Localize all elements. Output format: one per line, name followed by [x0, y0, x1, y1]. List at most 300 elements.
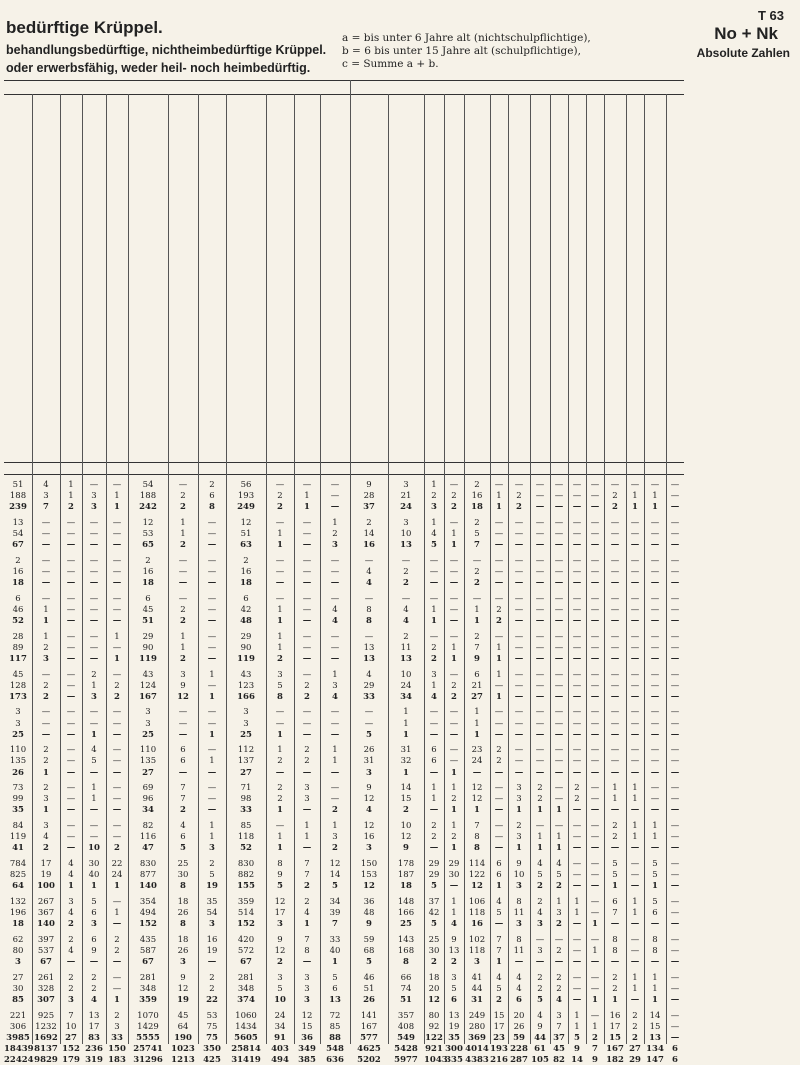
- table-cell: 1: [451, 896, 457, 907]
- table-cell: 11: [513, 908, 525, 918]
- table-cell: —: [670, 555, 680, 566]
- table-cell: —: [670, 1021, 680, 1032]
- table-cell: —: [590, 480, 600, 490]
- table-cell: 1: [516, 843, 522, 854]
- table-cell: 64: [12, 881, 24, 892]
- table-cell: —: [610, 767, 620, 778]
- title-line-3: oder erwerbsfähig, weder heil- noch heimbedürftig.: [6, 61, 311, 75]
- table-cell: —: [302, 517, 312, 528]
- table-cell: 112: [237, 745, 255, 756]
- table-cell: 18: [471, 502, 483, 513]
- table-cell: —: [275, 767, 285, 778]
- table-cell: 27: [471, 691, 483, 702]
- table-cell: 2: [91, 983, 97, 994]
- table-cell: 2: [632, 1021, 638, 1032]
- table-cell: 18: [428, 972, 440, 983]
- table-cell: 1: [556, 805, 562, 816]
- table-cell: 6: [612, 896, 618, 907]
- table-cell: —: [535, 934, 545, 945]
- table-cell: —: [590, 729, 600, 740]
- table-cell: —: [429, 805, 439, 816]
- table-cell: —: [572, 843, 582, 854]
- table-cell: 1: [451, 908, 457, 918]
- table-cell: 51: [240, 529, 252, 539]
- table-cell: —: [207, 604, 217, 615]
- table-cell: —: [66, 794, 76, 805]
- table-cell: —: [630, 745, 640, 756]
- table-cell: 69: [142, 783, 154, 794]
- table-cell: —: [630, 934, 640, 945]
- table-cell: 64: [177, 1021, 189, 1032]
- table-cell: 3: [43, 821, 49, 832]
- table-cell: 2: [556, 972, 562, 983]
- table-cell: 1: [574, 896, 580, 907]
- table-cell: 24: [111, 870, 123, 881]
- table-cell: —: [610, 540, 620, 551]
- table-cell: 13: [649, 1032, 661, 1043]
- table-row: [0, 556, 800, 566]
- table-cell: —: [630, 578, 640, 588]
- table-cell: 46: [12, 604, 24, 615]
- table-row: [0, 1011, 800, 1021]
- table-cell: —: [449, 631, 459, 642]
- table-cell: 7: [474, 642, 480, 653]
- table-cell: 7: [304, 870, 310, 881]
- table-cell: 1: [574, 1010, 580, 1021]
- table-cell: 348: [237, 983, 255, 994]
- table-cell: 4: [68, 945, 74, 956]
- table-cell: 2: [632, 1010, 638, 1021]
- table-cell: —: [535, 707, 545, 718]
- table-cell: —: [610, 529, 620, 539]
- table-cell: 374: [237, 994, 255, 1005]
- table-cell: 114: [468, 859, 486, 869]
- table-cell: 2: [516, 821, 522, 832]
- table-cell: 3: [68, 994, 74, 1005]
- table-cell: 9: [180, 972, 186, 983]
- table-cell: 116: [139, 832, 157, 843]
- table-cell: 925: [37, 1010, 55, 1021]
- table-cell: —: [429, 718, 439, 729]
- table-cell: 2: [43, 783, 49, 794]
- table-cell: 3: [474, 957, 480, 967]
- table-cell: —: [554, 934, 564, 945]
- table-cell: —: [630, 707, 640, 718]
- table-cell: —: [494, 821, 504, 832]
- table-cell: 1: [632, 896, 638, 907]
- table-cell: 13: [448, 1010, 460, 1021]
- table-cell: 18: [400, 881, 412, 892]
- table-cell: 83: [88, 1032, 100, 1043]
- table-cell: 6: [652, 908, 658, 918]
- table-cell: 91: [274, 1032, 286, 1043]
- table-cell: 1: [209, 691, 215, 702]
- table-row: [0, 491, 800, 501]
- table-row: [0, 794, 800, 804]
- table-cell: 6: [209, 491, 215, 502]
- table-cell: —: [590, 691, 600, 702]
- table-cell: 80: [428, 1010, 440, 1021]
- table-cell: 1: [91, 729, 97, 740]
- table-cell: —: [302, 653, 312, 664]
- table-cell: 110: [9, 745, 27, 756]
- table-cell: 3: [451, 972, 457, 983]
- table-cell: —: [572, 707, 582, 718]
- table-cell: 34: [274, 1021, 286, 1032]
- table-cell: 830: [237, 859, 255, 869]
- table-cell: 4: [304, 908, 310, 918]
- table-cell: 2: [537, 794, 543, 805]
- table-cell: —: [472, 767, 482, 778]
- table-row: [0, 1022, 800, 1032]
- table-cell: —: [66, 718, 76, 729]
- table-cell: 8: [612, 934, 618, 945]
- table-cell: —: [535, 502, 545, 513]
- table-cell: —: [590, 669, 600, 680]
- table-cell: 4: [332, 604, 338, 615]
- table-cell: —: [330, 578, 340, 588]
- table-cell: 2: [114, 680, 120, 691]
- table-cell: 59: [363, 934, 375, 945]
- table-cell: —: [207, 615, 217, 626]
- table-cell: 587: [139, 945, 157, 956]
- table-cell: 3: [332, 680, 338, 691]
- table-cell: 8: [652, 945, 658, 956]
- table-cell: 33: [111, 1032, 123, 1043]
- table-cell: —: [89, 604, 99, 615]
- table-cell: 369: [468, 1032, 486, 1043]
- table-cell: 3: [556, 1010, 562, 1021]
- table-cell: —: [66, 615, 76, 626]
- legend-a: a = bis unter 6 Jahre alt (nichtschulpflichtige),: [342, 32, 591, 44]
- table-cell: 196: [9, 908, 27, 918]
- table-cell: —: [670, 480, 680, 490]
- table-cell: —: [330, 767, 340, 778]
- table-cell: 1: [474, 707, 480, 718]
- table-cell: —: [41, 517, 51, 528]
- table-cell: —: [494, 593, 504, 604]
- table-cell: 3: [304, 994, 310, 1005]
- table-cell: —: [330, 502, 340, 513]
- table-cell: 1: [556, 896, 562, 907]
- table-cell: 4: [496, 896, 502, 907]
- table-cell: —: [590, 896, 600, 907]
- table-cell: 2: [612, 972, 618, 983]
- table-cell: 110: [139, 745, 157, 756]
- table-cell: 3: [180, 957, 186, 967]
- table-cell: 85: [12, 994, 24, 1005]
- table-cell: —: [590, 805, 600, 816]
- table-cell: 1: [632, 983, 638, 994]
- table-cell: 2: [431, 653, 437, 664]
- table-cell: —: [275, 566, 285, 577]
- table-cell: 2: [612, 502, 618, 513]
- table-cell: —: [66, 832, 76, 843]
- table-cell: 1: [612, 881, 618, 892]
- table-cell: —: [494, 919, 504, 930]
- table-cell: 13: [88, 1010, 100, 1021]
- table-cell: 2: [537, 983, 543, 994]
- table-cell: 2: [403, 805, 409, 816]
- table-cell: 1: [612, 783, 618, 794]
- table-cell: 1: [592, 919, 598, 930]
- table-cell: 1: [180, 642, 186, 653]
- table-cell: —: [670, 578, 680, 588]
- table-cell: 22: [206, 994, 218, 1005]
- table-cell: 22424: [4, 1055, 34, 1065]
- table-cell: 8: [403, 957, 409, 967]
- table-cell: 2: [304, 680, 310, 691]
- table-cell: 2: [431, 957, 437, 967]
- table-cell: 168: [397, 945, 415, 956]
- table-cell: 3985: [6, 1032, 30, 1043]
- table-cell: 2: [431, 491, 437, 502]
- table-cell: 2: [277, 502, 283, 513]
- table-cell: —: [66, 642, 76, 653]
- table-cell: —: [207, 957, 217, 967]
- table-cell: 2: [451, 680, 457, 691]
- table-cell: 25814: [231, 1043, 261, 1054]
- table-cell: 18: [177, 896, 189, 907]
- table-cell: 2: [304, 745, 310, 756]
- table-cell: 3: [114, 1021, 120, 1032]
- table-cell: 90: [240, 642, 252, 653]
- table-cell: —: [572, 555, 582, 566]
- table-cell: 1: [474, 718, 480, 729]
- table-row: [0, 805, 800, 815]
- table-cell: —: [670, 994, 680, 1005]
- table-cell: —: [572, 934, 582, 945]
- table-cell: 10: [274, 994, 286, 1005]
- table-cell: —: [670, 832, 680, 843]
- table-cell: 5: [652, 870, 658, 881]
- table-cell: 29: [428, 859, 440, 869]
- table-cell: 30: [428, 945, 440, 956]
- table-cell: —: [670, 821, 680, 832]
- table-cell: 9: [180, 680, 186, 691]
- table-cell: 882: [237, 870, 255, 881]
- table-cell: 830: [139, 859, 157, 869]
- table-row: [0, 919, 800, 929]
- table-cell: 825: [9, 870, 27, 881]
- table-cell: —: [514, 957, 524, 967]
- table-cell: 44: [471, 983, 483, 994]
- table-cell: 3: [366, 767, 372, 778]
- table-cell: 12: [142, 517, 154, 528]
- table-cell: —: [89, 566, 99, 577]
- table-row: [0, 643, 800, 653]
- table-cell: 350: [203, 1043, 221, 1054]
- table-cell: 1: [496, 491, 502, 502]
- table-cell: —: [41, 729, 51, 740]
- table-cell: 25741: [133, 1043, 163, 1054]
- table-cell: 5428: [394, 1043, 418, 1054]
- table-cell: 2: [68, 502, 74, 513]
- table-cell: —: [590, 642, 600, 653]
- table-cell: —: [112, 529, 122, 539]
- table-cell: —: [670, 691, 680, 702]
- table-cell: —: [554, 480, 564, 490]
- table-cell: —: [670, 783, 680, 794]
- table-cell: —: [590, 631, 600, 642]
- table-cell: 135: [9, 756, 27, 767]
- table-cell: —: [66, 653, 76, 664]
- table-row: [0, 692, 800, 702]
- table-cell: —: [670, 843, 680, 854]
- table-cell: 2: [556, 919, 562, 930]
- table-cell: 9: [277, 870, 283, 881]
- table-cell: —: [670, 908, 680, 918]
- table-cell: 1: [652, 491, 658, 502]
- table-cell: —: [302, 529, 312, 539]
- table-cell: 2: [43, 745, 49, 756]
- table-cell: 45: [142, 604, 154, 615]
- table-cell: 2: [114, 1010, 120, 1021]
- table-cell: 2: [114, 691, 120, 702]
- table-cell: —: [554, 593, 564, 604]
- table-cell: 4: [516, 972, 522, 983]
- table-cell: 32: [400, 756, 412, 767]
- table-cell: 9: [403, 843, 409, 854]
- table-cell: 5: [277, 680, 283, 691]
- table-cell: 1: [431, 480, 437, 490]
- table-cell: —: [178, 480, 188, 490]
- table-cell: 13: [363, 653, 375, 664]
- table-cell: 1: [277, 615, 283, 626]
- table-cell: 494: [271, 1055, 289, 1065]
- table-cell: 1: [612, 794, 618, 805]
- table-cell: —: [572, 718, 582, 729]
- table-cell: —: [535, 578, 545, 588]
- table-row: [0, 756, 800, 766]
- table-cell: 24: [400, 680, 412, 691]
- table-cell: —: [112, 745, 122, 756]
- table-cell: —: [572, 859, 582, 869]
- table-cell: 6: [431, 756, 437, 767]
- table-row: [0, 935, 800, 945]
- table-cell: —: [112, 756, 122, 767]
- table-row: [0, 1044, 800, 1054]
- table-cell: 6: [672, 1055, 678, 1065]
- table-cell: —: [275, 593, 285, 604]
- table-cell: —: [514, 669, 524, 680]
- table-cell: —: [650, 555, 660, 566]
- table-cell: —: [630, 615, 640, 626]
- table-cell: 3: [304, 972, 310, 983]
- table-cell: —: [112, 972, 122, 983]
- table-cell: —: [535, 957, 545, 967]
- table-cell: —: [535, 555, 545, 566]
- table-cell: 228: [510, 1043, 528, 1054]
- table-cell: 1: [592, 994, 598, 1005]
- table-cell: —: [572, 945, 582, 956]
- table-cell: —: [535, 680, 545, 691]
- table-cell: 1: [403, 718, 409, 729]
- table-cell: —: [554, 631, 564, 642]
- table-cell: 1: [632, 908, 638, 918]
- table-cell: 37: [428, 896, 440, 907]
- table-cell: —: [535, 491, 545, 502]
- table-cell: —: [554, 794, 564, 805]
- table-cell: —: [89, 718, 99, 729]
- table-cell: 4: [403, 604, 409, 615]
- table-cell: —: [554, 756, 564, 767]
- table-cell: 30: [177, 870, 189, 881]
- table-cell: —: [610, 517, 620, 528]
- table-cell: 31419: [231, 1055, 261, 1065]
- table-cell: —: [535, 718, 545, 729]
- table-cell: —: [66, 593, 76, 604]
- table-cell: 193: [490, 1043, 508, 1054]
- table-cell: 9: [574, 1043, 580, 1054]
- table-cell: 12: [177, 691, 189, 702]
- table-cell: 150: [108, 1043, 126, 1054]
- table-cell: —: [630, 881, 640, 892]
- table-cell: 67: [142, 957, 154, 967]
- table-cell: 17: [274, 908, 286, 918]
- table-cell: 1213: [171, 1055, 195, 1065]
- table-cell: 124: [139, 680, 157, 691]
- table-cell: 4: [537, 1010, 543, 1021]
- table-cell: 9: [91, 945, 97, 956]
- table-cell: 1: [277, 832, 283, 843]
- table-cell: 3: [243, 718, 249, 729]
- table-cell: —: [66, 555, 76, 566]
- table-cell: —: [650, 805, 660, 816]
- table-cell: —: [535, 691, 545, 702]
- table-cell: —: [112, 615, 122, 626]
- table-cell: 319: [85, 1055, 103, 1065]
- table-cell: —: [494, 480, 504, 490]
- table-cell: 5: [537, 870, 543, 881]
- table-cell: 1: [332, 669, 338, 680]
- table-cell: 1: [114, 502, 120, 513]
- table-cell: 221: [9, 1010, 27, 1021]
- table-cell: —: [302, 593, 312, 604]
- table-cell: —: [429, 593, 439, 604]
- table-cell: 2: [91, 669, 97, 680]
- table-cell: 100: [37, 881, 55, 892]
- table-cell: 2: [114, 843, 120, 854]
- table-cell: 1: [496, 691, 502, 702]
- table-cell: 59: [513, 1032, 525, 1043]
- table-cell: 183: [108, 1055, 126, 1065]
- table-cell: 3: [366, 843, 372, 854]
- table-cell: —: [302, 843, 312, 854]
- table-cell: —: [630, 767, 640, 778]
- table-cell: —: [670, 729, 680, 740]
- table-row: [0, 908, 800, 918]
- table-cell: —: [41, 540, 51, 551]
- table-cell: —: [302, 805, 312, 816]
- table-cell: —: [554, 691, 564, 702]
- table-cell: 27: [240, 767, 252, 778]
- table-cell: 1: [451, 529, 457, 539]
- table-cell: —: [178, 718, 188, 729]
- table-cell: —: [670, 680, 680, 691]
- table-cell: 4: [516, 983, 522, 994]
- table-cell: 17: [493, 1021, 505, 1032]
- table-cell: 26: [12, 767, 24, 778]
- table-cell: —: [572, 729, 582, 740]
- table-cell: 1023: [171, 1043, 195, 1054]
- table-cell: 35: [12, 805, 24, 816]
- table-cell: 2: [612, 983, 618, 994]
- table-cell: 2: [243, 555, 249, 566]
- table-cell: —: [572, 491, 582, 502]
- table-cell: 1: [304, 821, 310, 832]
- table-cell: —: [112, 957, 122, 967]
